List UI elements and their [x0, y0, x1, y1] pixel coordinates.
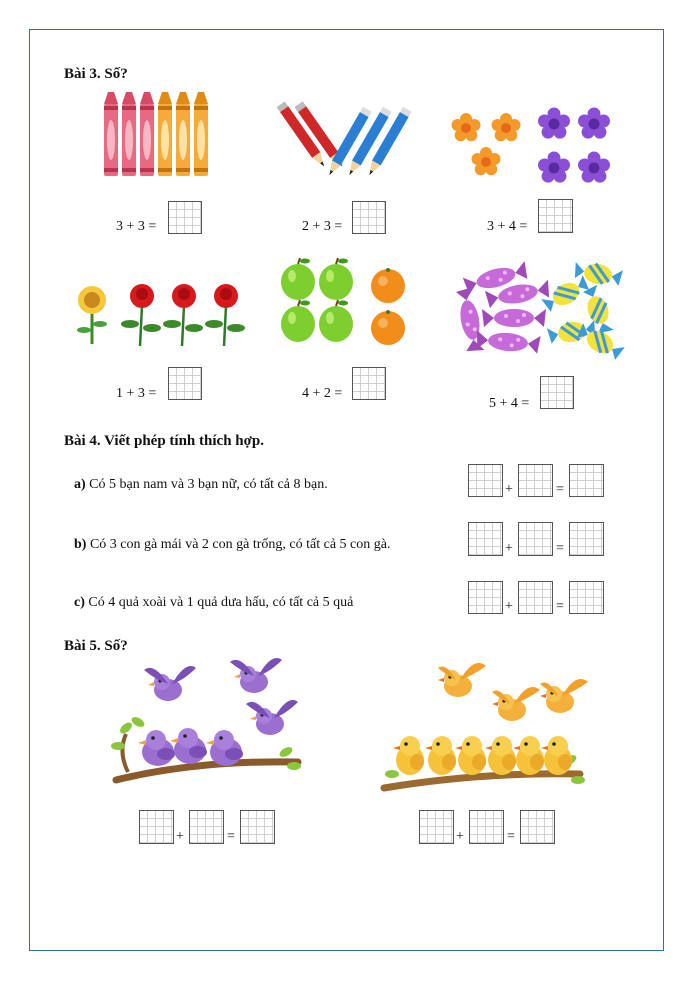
answer-box[interactable] [518, 464, 553, 497]
bai4-row-a [74, 477, 328, 493]
answer-box[interactable] [168, 201, 202, 234]
equals-sign: = [227, 829, 235, 844]
equals-sign: = [556, 482, 564, 497]
row-text: Có 4 quả xoài và 1 quả dưa hấu, có tất cả 5 quả [84, 595, 354, 610]
bai3-title: Bài 3. Số? [64, 66, 128, 82]
candies-icon [448, 258, 624, 358]
answer-box[interactable] [520, 810, 555, 844]
yellow-chicks-icon [380, 662, 594, 794]
bai3-expr-2: 2 + 3 = [302, 219, 343, 234]
sunflower-roses-icon [70, 278, 250, 348]
answer-box[interactable] [468, 581, 503, 614]
answer-box[interactable] [469, 810, 504, 844]
bai3-expr-6: 5 + 4 = [489, 396, 530, 411]
answer-box[interactable] [540, 376, 574, 409]
answer-box[interactable] [189, 810, 224, 844]
answer-box[interactable] [139, 810, 174, 844]
row-label: b) [74, 537, 87, 552]
purple-birds-icon [108, 662, 304, 796]
flowers-icon [444, 104, 624, 188]
answer-box[interactable] [168, 367, 202, 400]
bai3-expr-5: 4 + 2 = [302, 386, 343, 401]
answer-box[interactable] [468, 464, 503, 497]
pencils-icon [270, 108, 420, 180]
equals-sign: = [507, 829, 515, 844]
row-label: a) [74, 477, 86, 492]
bai4-row-c [74, 595, 353, 611]
answer-box[interactable] [419, 810, 454, 844]
answer-box[interactable] [538, 199, 573, 233]
answer-box[interactable] [240, 810, 275, 844]
row-label: c) [74, 595, 85, 610]
bai5-title: Bài 5. Số? [64, 638, 128, 654]
answer-box[interactable] [352, 201, 386, 234]
apples-oranges-icon [278, 258, 412, 346]
bai4-row-b [74, 537, 390, 553]
plus-sign: + [456, 829, 464, 844]
bai3-expr-4: 1 + 3 = [116, 386, 157, 401]
equals-sign: = [556, 599, 564, 614]
plus-sign: + [505, 541, 513, 556]
row-text: Có 5 bạn nam và 3 bạn nữ, có tất cả 8 bạn. [85, 477, 328, 492]
answer-box[interactable] [569, 581, 604, 614]
row-text: Có 3 con gà mái và 2 con gà trống, có tất cả 5 con gà. [86, 537, 391, 552]
answer-box[interactable] [468, 522, 503, 556]
answer-box[interactable] [518, 581, 553, 614]
plus-sign: + [505, 482, 513, 497]
crayons-icon [100, 92, 220, 180]
answer-box[interactable] [352, 367, 386, 400]
equals-sign: = [556, 541, 564, 556]
plus-sign: + [505, 599, 513, 614]
bai3-expr-3: 3 + 4 = [487, 219, 528, 234]
plus-sign: + [176, 829, 184, 844]
answer-box[interactable] [518, 522, 553, 556]
bai3-expr-1: 3 + 3 = [116, 219, 157, 234]
bai4-title: Bài 4. Viết phép tính thích hợp. [64, 433, 265, 449]
answer-box[interactable] [569, 522, 604, 556]
answer-box[interactable] [569, 464, 604, 497]
